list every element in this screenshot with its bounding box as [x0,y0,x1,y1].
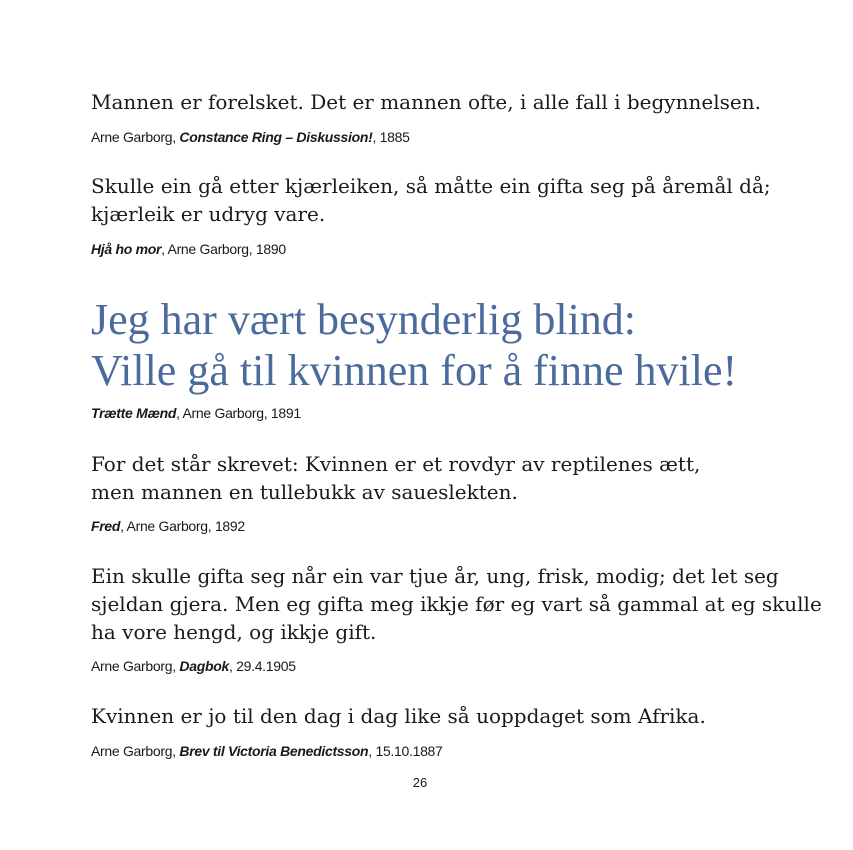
quote-3-source [91,404,301,422]
highlight-quote-line-1: Jeg har vært besynderlig blind: [91,295,637,344]
quote-1-source [91,128,410,146]
quote-5-line-1: Ein skulle gifta seg når ein var tjue år, ung, frisk, modig; det let seg [91,564,779,588]
source-3-title: Trætte Mænd [91,405,177,421]
quote-1 [91,88,761,116]
quote-6 [91,702,706,730]
source-6-title: Brev til Victoria Benedictsson [179,743,369,759]
source-5-prefix: Arne Garborg, [91,658,180,674]
source-5-title: Dagbok [179,658,229,674]
quote-2-line-1: Skulle ein gå etter kjærleiken, så måtte ein gifta seg på åremål då; [91,174,771,198]
quote-5-line-2: sjeldan gjera. Men eg gifta meg ikkje før eg vart så gammal at eg skulle [91,592,822,616]
source-2-title: Hjå ho mor [91,241,162,257]
source-1-suffix: , 1885 [372,129,410,145]
quote-5-line-3: ha vore hengd, og ikkje gift. [91,620,377,644]
source-3-suffix: , Arne Garborg, 1891 [176,405,301,421]
source-1-title: Constance Ring – Diskussion! [179,129,373,145]
quote-4-source [91,517,245,535]
source-5-suffix: , 29.4.1905 [228,658,296,674]
quote-5 [91,562,822,646]
quote-4 [91,450,700,506]
quote-1-line-1: Mannen er forelsket. Det er mannen ofte, i alle fall i begynnelsen. [91,90,761,114]
source-4-suffix: , Arne Garborg, 1892 [120,518,245,534]
highlight-quote-line-2: Ville gå til kvinnen for å finne hvile! [91,346,738,395]
source-6-suffix: , 15.10.1887 [368,743,443,759]
quote-2 [91,172,771,228]
quote-6-source [91,742,443,760]
quote-2-line-2: kjærleik er udryg vare. [91,202,326,226]
source-1-prefix: Arne Garborg, [91,129,180,145]
quote-4-line-2: men mannen en tullebukk av saueslekten. [91,480,518,504]
quote-2-source [91,240,286,258]
source-2-suffix: , Arne Garborg, 1890 [161,241,286,257]
source-6-prefix: Arne Garborg, [91,743,180,759]
quote-6-line-1: Kvinnen er jo til den dag i dag like så uoppdaget som Afrika. [91,704,706,728]
quote-5-source [91,657,296,675]
quote-4-line-1: For det står skrevet: Kvinnen er et rovdyr av reptilenes ætt, [91,452,701,476]
source-4-title: Fred [91,518,121,534]
highlight-quote [91,294,737,396]
page-number: 26 [412,775,428,790]
